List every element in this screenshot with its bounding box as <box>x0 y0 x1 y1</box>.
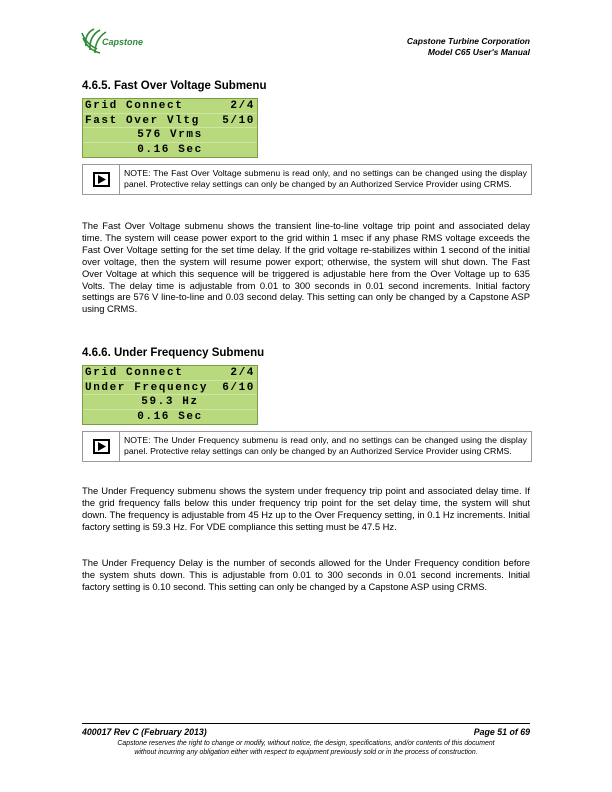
note-box <box>82 431 532 462</box>
disclaimer-line: without incurring any obligation either with respect to equipment previously sold or in the process of construction. <box>134 749 478 756</box>
note-box <box>82 164 532 195</box>
lcd-text: Fast Over Vltg <box>85 114 200 127</box>
note-text: NOTE: The Fast Over Voltage submenu is read only, and no settings can be changed using the display panel. Protective relay settings can only be changed by an Authorized Service Provider using CRMS. <box>124 168 527 190</box>
page-number: Page 51 of 69 <box>473 727 530 737</box>
paragraph: The Under Frequency Delay is the number of seconds allowed for the Under Frequency condition before the system shuts down. This is adjustable from 0.01 to 300 seconds in 0.01 second increments. Initial factory setting is 0.10 second. This setting can only be changed by a Capstone ASP using CRMS. <box>82 557 530 592</box>
lcd-line: 0.16 Sec <box>137 143 203 156</box>
play-arrow-icon <box>93 172 110 187</box>
lcd-line <box>83 366 257 381</box>
document-header <box>407 36 530 58</box>
lcd-text: 6/10 <box>222 381 255 394</box>
capstone-logo <box>80 26 160 56</box>
section-title-under-frequency: 4.6.6. Under Frequency Submenu <box>82 347 265 359</box>
lcd-line: 576 Vrms <box>83 128 257 143</box>
logo-text: Capstone <box>102 37 144 47</box>
paragraph: The Fast Over Voltage submenu shows the transient line-to-line voltage trip point and associated delay time. The system will cease power export to the grid within 1 msec if any phase RMS voltage exceeds the Fast Over Voltage setting for the set time delay. If the grid voltage re-stabilizes within 1 second of the initial over voltage, then the system will resume power export; otherwise, the system will shut down. The Fast Over Voltage at which this sequence will be triggered is adjustable here from the Over Voltage up to 635 Volts. The delay time is adjustable from 0.01 to 300 seconds in 0.01 second increments. Initial factory settings are 576 V line-to-line and 0.03 second delay. This setting can only be changed by a Capstone ASP using CRMS. <box>82 220 530 315</box>
play-arrow-icon <box>93 439 110 454</box>
footer-divider <box>82 723 530 724</box>
document-revision: 400017 Rev C (February 2013) <box>82 727 207 737</box>
lcd-text: Under Frequency <box>85 381 209 394</box>
lcd-line: 59.3 Hz <box>83 395 257 410</box>
lcd-text: Grid Connect <box>85 100 184 112</box>
lcd-line <box>83 381 257 396</box>
note-text: NOTE: The Under Frequency submenu is read only, and no settings can be changed using the display panel. Protective relay settings can only be changed by an Authorized Service Provider using CRMS. <box>124 435 527 457</box>
lcd-text: 2/4 <box>230 367 255 379</box>
lcd-text: 5/10 <box>222 114 255 127</box>
lcd-line: 0.16 Sec <box>137 410 203 423</box>
disclaimer-line: Capstone reserves the right to change or modify, without notice, the design, specifications, and/or contents of this document <box>117 740 495 747</box>
lcd-text: Grid Connect <box>85 367 184 379</box>
lcd-display <box>82 365 258 425</box>
lcd-text: 2/4 <box>230 100 255 112</box>
lcd-display <box>82 98 258 158</box>
company-name: Capstone Turbine Corporation <box>406 36 530 46</box>
paragraph: The Under Frequency submenu shows the system under frequency trip point and associated delay time. If the grid frequency falls below this under frequency trip point for the set delay time, the system will shut down. The frequency is adjustable from 45 Hz up to the Over Frequency setting, in 0.1 Hz increments. Initial factory setting is 59.3 Hz. For VDE compliance this setting must be 47.5 Hz. <box>82 485 530 532</box>
lcd-line <box>83 114 257 129</box>
section-title-fast-over-voltage: 4.6.5. Fast Over Voltage Submenu <box>82 80 267 92</box>
manual-title: Model C65 User's Manual <box>427 47 530 57</box>
lcd-line <box>83 99 257 114</box>
footer-disclaimer <box>82 739 530 757</box>
